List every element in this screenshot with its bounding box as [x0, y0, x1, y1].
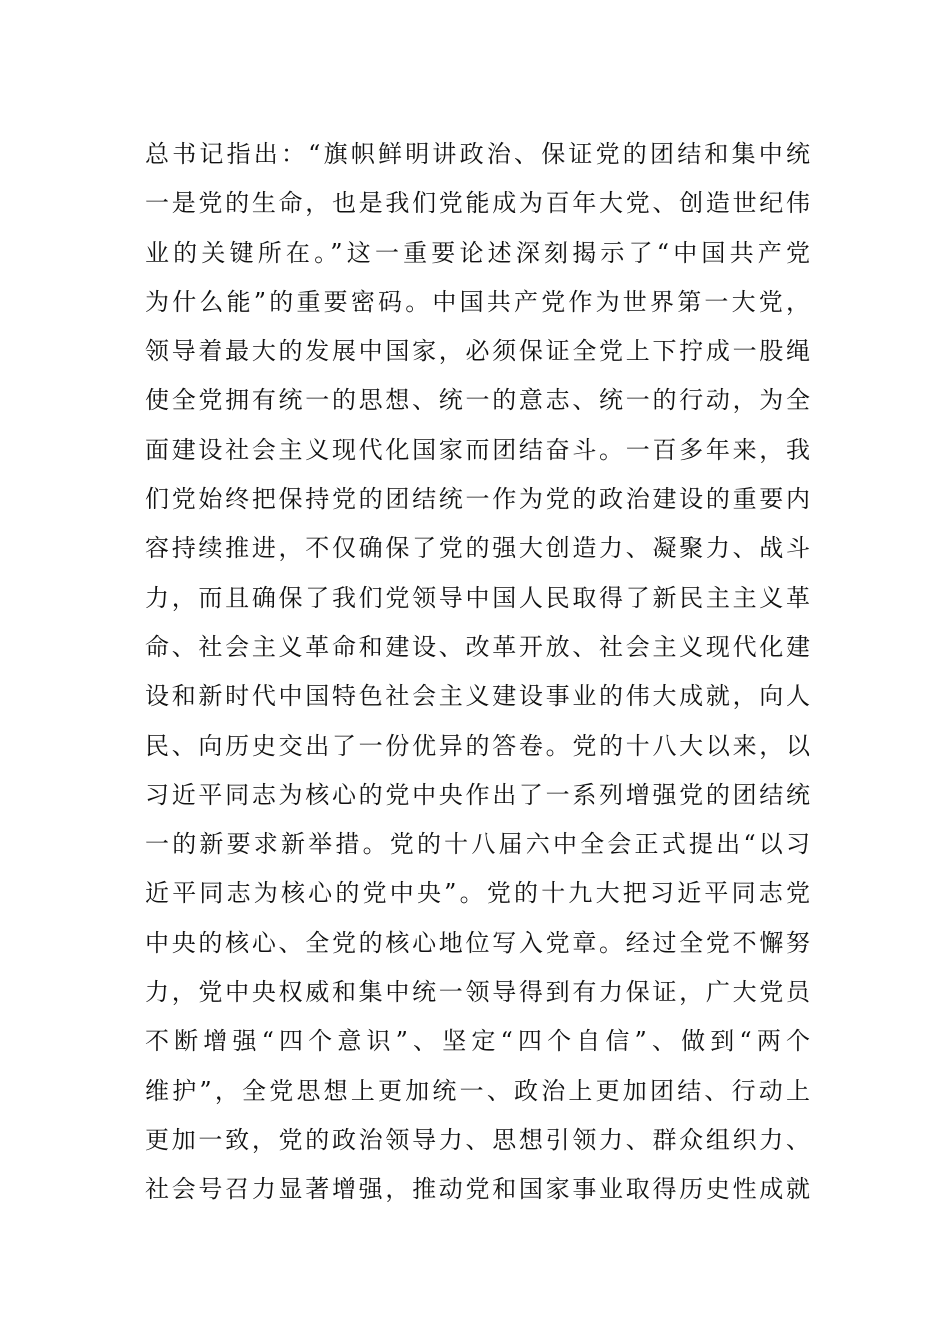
text-line: 业的关键所在。”这一重要论述深刻揭示了“中国共产党: [145, 238, 810, 267]
text-line: 不断增强“四个意识”、坚定“四个自信”、做到“两个: [145, 1027, 810, 1056]
text-line: 习近平同志为核心的党中央作出了一系列增强党的团结统: [145, 780, 810, 809]
text-line: 维护”，全党思想上更加统一、政治上更加团结、行动上: [145, 1076, 810, 1105]
text-line: 近平同志为核心的党中央”。党的十九大把习近平同志党: [145, 879, 810, 908]
text-line: 力，党中央权威和集中统一领导得到有力保证，广大党员: [145, 978, 810, 1007]
text-line: 领导着最大的发展中国家，必须保证全党上下拧成一股绳: [145, 337, 810, 366]
text-line: 们党始终把保持党的团结统一作为党的政治建设的重要内: [145, 485, 810, 514]
text-line: 使全党拥有统一的思想、统一的意志、统一的行动，为全: [145, 386, 810, 415]
text-line: 社会号召力显著增强，推动党和国家事业取得历史性成就: [145, 1175, 810, 1204]
text-line: 总书记指出：“旗帜鲜明讲政治、保证党的团结和集中统: [145, 140, 810, 168]
text-line: 命、社会主义革命和建设、改革开放、社会主义现代化建: [145, 632, 810, 661]
text-line: 设和新时代中国特色社会主义建设事业的伟大成就，向人: [145, 682, 810, 711]
text-line: 面建设社会主义现代化国家而团结奋斗。一百多年来，我: [145, 435, 810, 464]
text-line: 更加一致，党的政治领导力、思想引领力、群众组织力、: [145, 1125, 810, 1154]
text-line: 一的新要求新举措。党的十八届六中全会正式提出“以习: [145, 830, 810, 859]
text-line: 为什么能”的重要密码。中国共产党作为世界第一大党，: [145, 287, 810, 316]
text-line: 中央的核心、全党的核心地位写入党章。经过全党不懈努: [145, 928, 810, 957]
text-line: 一是党的生命，也是我们党能成为百年大党、创造世纪伟: [145, 189, 810, 218]
body-paragraph: [145, 130, 810, 1215]
text-line: 容持续推进，不仅确保了党的强大创造力、凝聚力、战斗: [145, 534, 810, 563]
text-line: 力，而且确保了我们党领导中国人民取得了新民主主义革: [145, 583, 810, 612]
text-line: 民、向历史交出了一份优异的答卷。党的十八大以来，以: [145, 731, 810, 760]
